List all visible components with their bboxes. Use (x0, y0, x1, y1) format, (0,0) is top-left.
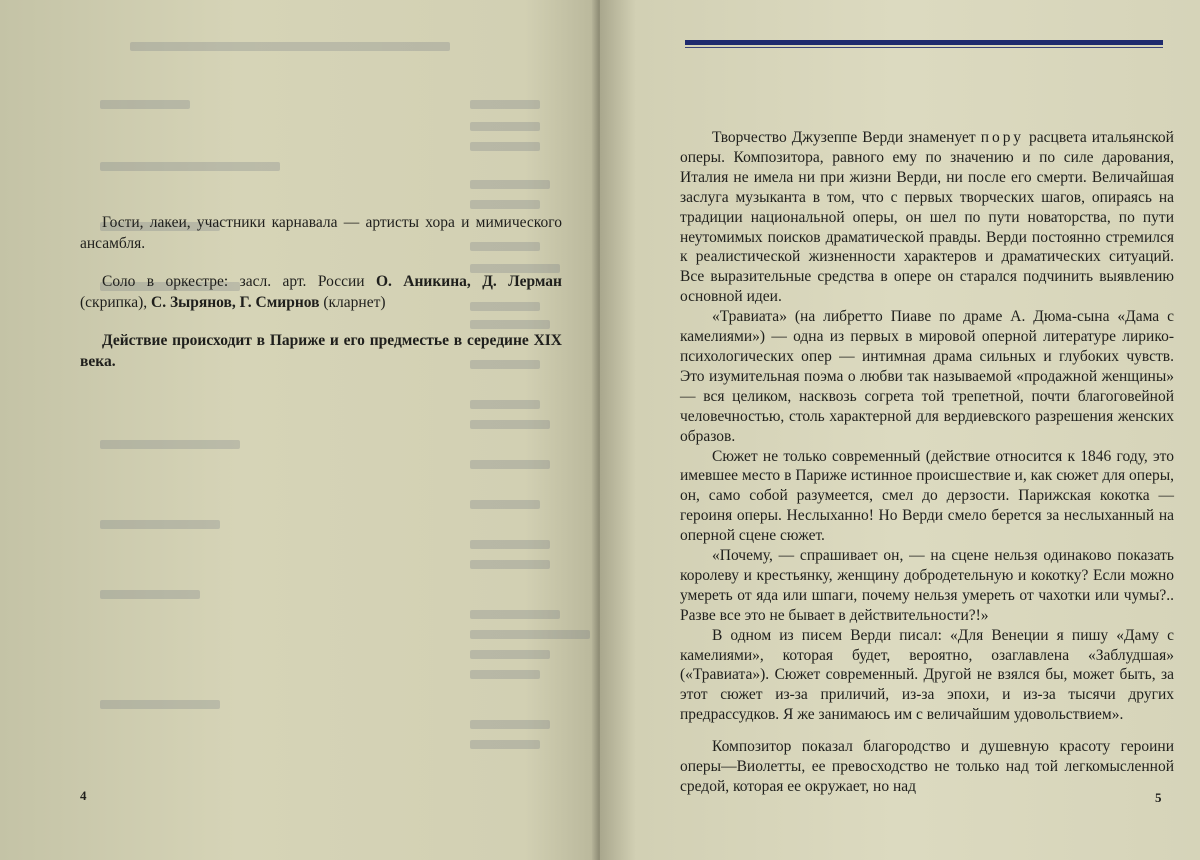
left-text-run: (скрипка), (80, 293, 151, 311)
left-paragraph (80, 213, 562, 254)
right-page-text (680, 128, 1174, 797)
left-text-run: Гости, лакеи, участники карнавала — артисты хора и мимического ансамбля. (80, 214, 562, 252)
bleed-through-line (470, 100, 540, 109)
right-paragraph (680, 307, 1174, 446)
right-paragraph (680, 546, 1174, 626)
bleed-through-line (470, 670, 540, 679)
bleed-through-line (470, 142, 540, 151)
right-text-run: пору (980, 129, 1025, 146)
bleed-through-line (470, 500, 540, 509)
header-rule-thin (685, 47, 1163, 48)
bleed-through-line (470, 180, 550, 189)
page-number-right: 5 (1155, 790, 1162, 805)
right-paragraph (680, 737, 1174, 797)
left-text-run: (кларнет) (319, 293, 386, 311)
right-text-run: Сюжет не только современный (действие относится к 1846 году, это имевшее место в Париже истинное происшествие и, как сюжет для оперы, он, само собой разумеется, смел до дерзости. Парижская кокотка — героиня оперы. Неслыханно! Но Верди смело берется за неслыханный на оперной сцене сюжет. (680, 447, 1174, 545)
right-text-run: «Травиата» (на либретто Пиаве по драме А. Дюма-сына «Дама с камелиями») — одна из первых в мировой оперной литературе лирико-психологических опер — интимная драма сильных и глубоких чувств. Это изумительная поэма о любви так называемой «продажной женщины» — вся целиком, насквозь согрета той трепетной, почти благоговейной человечностью, столь характерной для вердиевского разрешения женских образов. (680, 308, 1174, 445)
bleed-through-line (100, 100, 190, 109)
left-paragraph (80, 272, 562, 313)
bleed-through-line (470, 420, 550, 429)
header-rule (685, 40, 1163, 45)
bleed-through-line (470, 630, 590, 639)
bleed-through-line (470, 560, 550, 569)
bleed-through-line (470, 610, 560, 619)
left-page (0, 0, 596, 860)
bleed-through-line (100, 700, 220, 709)
right-text-run: Композитор показал благородство и душевную красоту героини оперы—Виолетты, ее превосходство не только над той легкомысленной средой, которая ее окружает, но над (680, 738, 1174, 795)
bleed-through-line (470, 740, 540, 749)
bleed-through-line (100, 162, 280, 171)
left-text-run: О. Аникина, Д. Лерман (375, 273, 562, 290)
bleed-through-line (470, 200, 540, 209)
left-paragraph (80, 331, 562, 372)
right-paragraph (680, 447, 1174, 547)
bleed-through-line (470, 400, 540, 409)
bleed-through-line (470, 720, 550, 729)
bleed-through-line (470, 650, 550, 659)
right-text-run: расцвета итальянской оперы. Композитора, равного ему по значению и по силе дарования, Италия не имела ни при жизни Верди, ни после его смерти. Величайшая заслуга музыканта в том, что с первых творческих шагов, опираясь на традиции национальной оперы, он шел по пути новаторства, по пути неутомимых поисков драматической правды. Верди постоянно стремился к реалистической жизненности характеров и драматических ситуаций. Все выразительные средства в опере он старался подчинить выявлению основной идеи. (680, 129, 1174, 306)
left-page-text (80, 213, 562, 390)
bleed-through-line (470, 540, 550, 549)
right-text-run: «Почему, — спрашивает он, — на сцене нельзя одинаково показать королеву и крестьянку, женщину добродетельную и кокотку? Если можно умереть от яда или шпаги, почему нельзя умереть от чахотки или чумы?.. Разве все это не бывает в действительности?!» (680, 547, 1174, 624)
bleed-through-line (470, 122, 540, 131)
left-text-run: Действие происходит в Париже и его предместье в середине XIX века. (80, 332, 562, 370)
bleed-through-text (90, 30, 560, 770)
left-text-run: С. Зырянов, Г. Смирнов (151, 293, 320, 311)
bleed-through-line (100, 520, 220, 529)
right-text-run: В одном из писем Верди писал: «Для Венеции я пишу «Даму с камелиями», которая будет, вероятно, озаглавлена «Заблудшая» («Травиата»). Сюжет современный. Другой не взялся бы, может быть, за этот сюжет из-за приличий, из-за эпохи, и из-за тысячи других предрассудков. Я же занимаюсь им с величайшим удовольствием». (680, 626, 1174, 724)
page-number-left: 4 (80, 788, 87, 803)
right-paragraph (680, 626, 1174, 726)
right-text-run: Творчество Джузеппе Верди знаменует (712, 129, 981, 146)
right-paragraph (680, 128, 1174, 307)
left-text-run: Соло в оркестре: засл. арт. России (102, 273, 376, 290)
bleed-through-line (130, 42, 450, 51)
bleed-through-line (470, 460, 550, 469)
bleed-through-line (100, 440, 240, 449)
bleed-through-line (100, 590, 200, 599)
